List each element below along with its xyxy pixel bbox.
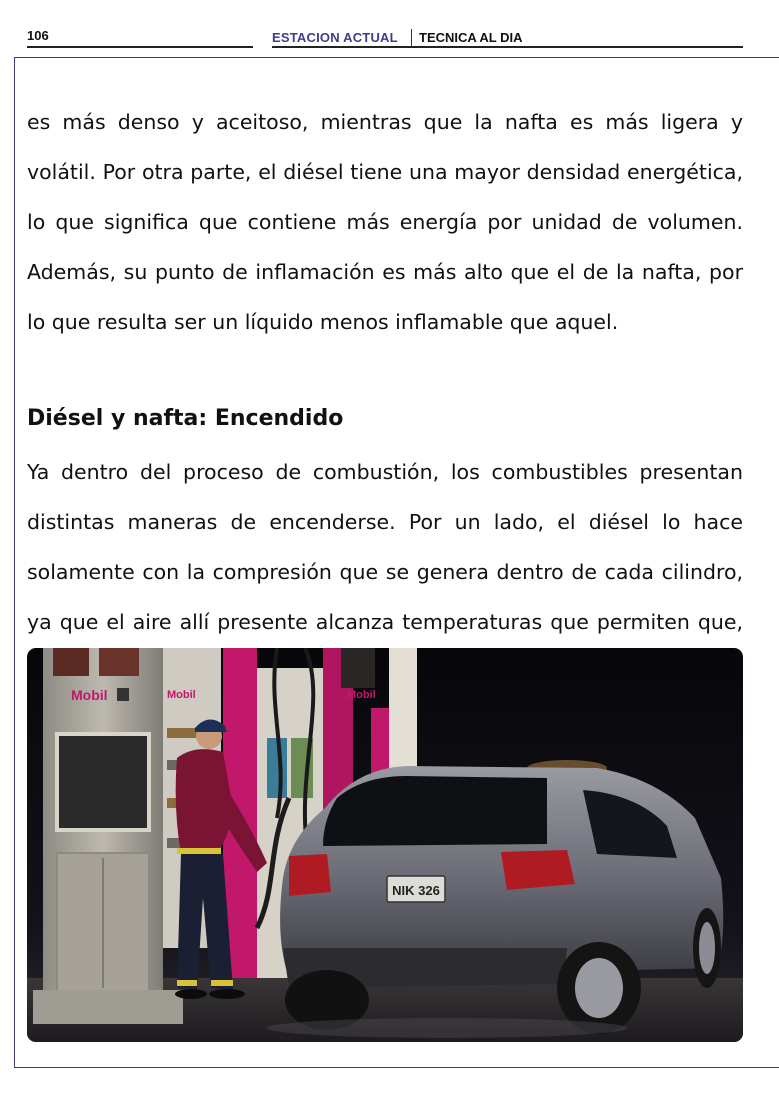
svg-text:Mobil: Mobil xyxy=(71,687,108,703)
header-rule-right xyxy=(272,46,743,48)
section-name: ESTACION ACTUAL xyxy=(272,30,398,45)
body-paragraph-1: es más denso y aceitoso, mientras que la nafta es más ligera y volátil. Por otra parte, el diésel tiene una mayor densidad energética, lo que significa que contiene más energía por unidad de volumen. Además, su punto de inflamación es más alto que el de la nafta, por lo que resulta ser un líquido menos inflamable que aquel. xyxy=(27,110,743,334)
body-paragraph-2: Ya dentro del proceso de combustión, los combustibles presentan distintas maneras de encenderse. Por un lado, el diésel lo hace solamente con la compresión que se genera dentro de cada cilindro, ya que el aire allí presente alcanza temperaturas que permiten que, xyxy=(27,460,743,634)
svg-text:Mobil: Mobil xyxy=(167,689,196,701)
header-divider xyxy=(411,29,412,46)
header-rule-left xyxy=(27,46,253,48)
svg-text:NIK 326: NIK 326 xyxy=(392,883,440,898)
fuel-station-photo xyxy=(27,648,743,1042)
page-frame-bottom xyxy=(14,1067,779,1068)
page-number: 106 xyxy=(27,28,49,43)
section-heading: Diésel y nafta: Encendido xyxy=(27,406,344,431)
page-frame-top xyxy=(14,57,779,58)
page-frame-left xyxy=(14,57,15,1068)
svg-text:Mobil: Mobil xyxy=(347,689,376,701)
section-subtitle: TECNICA AL DIA xyxy=(419,30,523,45)
